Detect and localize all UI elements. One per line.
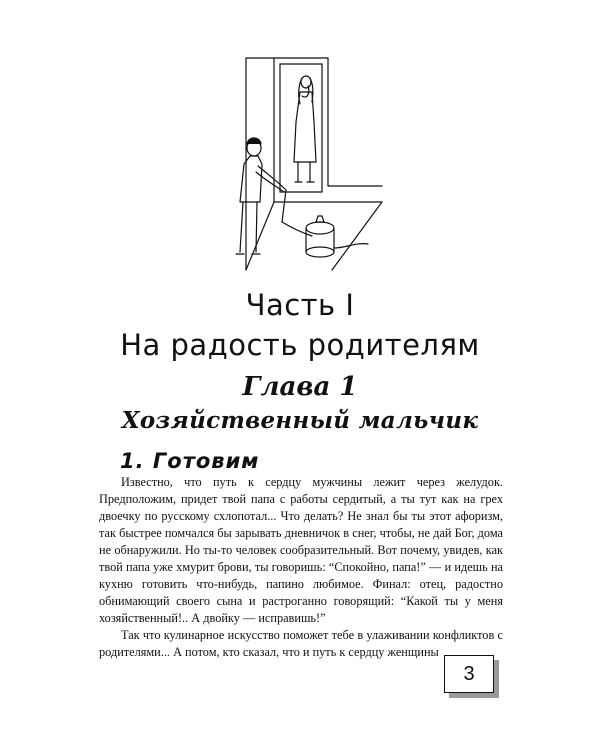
section-title: 1. Готовим [120, 449, 260, 473]
paragraph: Известно, что путь к сердцу мужчины лежит через желудок. Предположим, придет твой папа с работы сердитый, а ты тут как на грех двоечку по русскому схлопотал... Что делать? Не знал бы ты этот афоризм, так быстрее помчался бы зарывать дневничок в снег, чтобы, не дай Бог, дома не обнаружили. Но ты-то человек сообразительный. Вот почему, увидев, как твой папа уже хмурит брови, ты говоришь: “Спокойно, папа!” — и идешь на кухню готовить что-нибудь, папино любимое. Финал: отец, радостно обнимающий своего сына и растроганно говорящий: “Какой ты у меня хозяйственный!.. А двойку — исправишь!” [99, 475, 503, 625]
chapter-label: Глава 1 [242, 372, 358, 402]
illustration-boy-vacuuming [212, 52, 384, 272]
page-number: 3 [444, 655, 494, 693]
paragraph: Так что кулинарное искусство поможет тебе в улаживании конфликтов с родителями... А потом, кто сказал, что и путь к сердцу женщины [99, 628, 503, 659]
chapter-title: Хозяйственный мальчик [121, 407, 479, 434]
body-text [99, 474, 503, 661]
part-label: Часть I [245, 288, 355, 322]
part-title: На радость родителям [120, 328, 480, 362]
